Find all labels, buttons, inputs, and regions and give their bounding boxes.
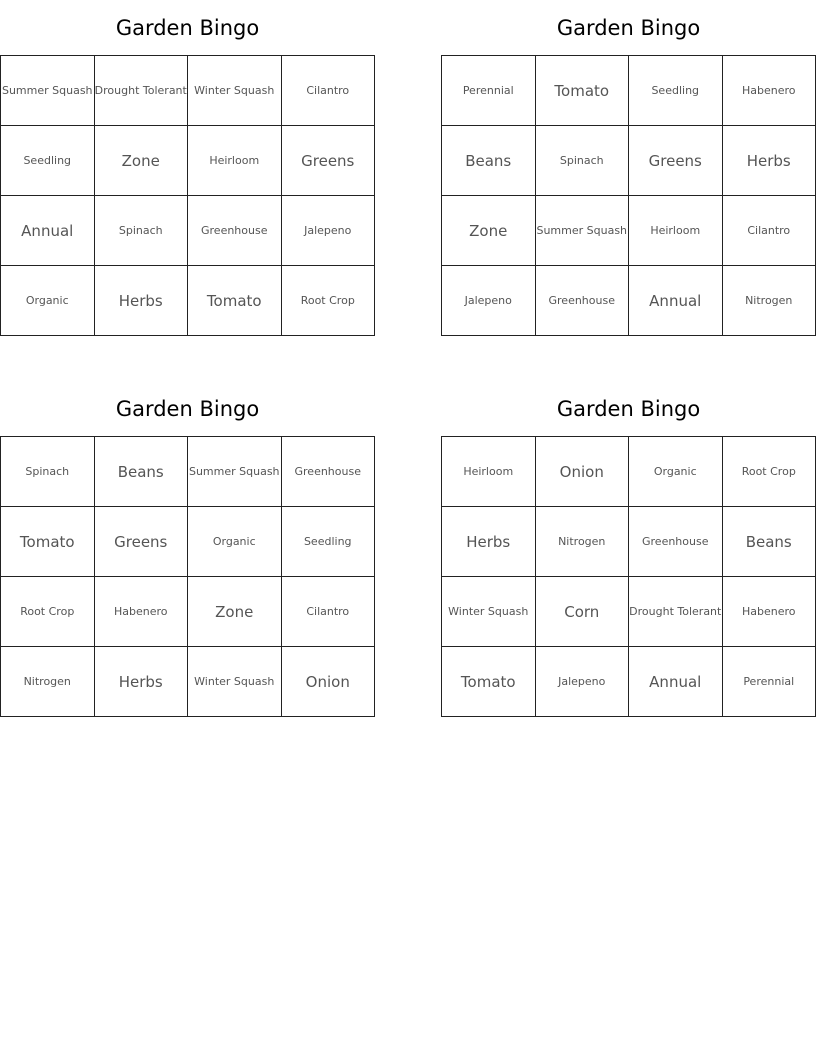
bingo-card-3 [0,381,375,717]
bingo-cell: Greenhouse [188,196,282,266]
bingo-cell: Jalepeno [282,196,376,266]
bingo-cell: Onion [282,647,376,717]
bingo-cell: Jalepeno [442,266,536,336]
bingo-cell: Root Crop [282,266,376,336]
bingo-cell: Habenero [723,577,816,647]
bingo-cell: Greenhouse [536,266,630,336]
bingo-cell: Herbs [442,507,536,577]
bingo-cell: Root Crop [1,577,95,647]
bingo-cell: Tomato [1,507,95,577]
bingo-cell: Corn [536,577,630,647]
bingo-cell: Greens [282,126,376,196]
bingo-card-1 [0,0,375,336]
bingo-cell: Zone [95,126,189,196]
bingo-cell: Seedling [1,126,95,196]
bingo-cell: Summer Squash [1,56,95,126]
bingo-cell: Organic [629,437,723,507]
bingo-cell: Habenero [95,577,189,647]
bingo-grid [0,55,375,336]
bingo-cell: Annual [1,196,95,266]
bingo-cell: Cilantro [282,577,376,647]
bingo-cell: Zone [442,196,536,266]
bingo-cell: Heirloom [442,437,536,507]
bingo-cell: Nitrogen [1,647,95,717]
card-title: Garden Bingo [556,397,701,421]
bingo-cell: Greenhouse [629,507,723,577]
bingo-cell: Herbs [95,647,189,717]
bingo-cell: Root Crop [723,437,816,507]
bingo-cell: Heirloom [629,196,723,266]
bingo-cell: Winter Squash [188,56,282,126]
bingo-cell: Beans [442,126,536,196]
card-title: Garden Bingo [556,16,701,40]
bingo-cell: Tomato [536,56,630,126]
bingo-cell: Annual [629,266,723,336]
bingo-cell: Drought Tolerant [95,56,189,126]
bingo-cell: Cilantro [282,56,376,126]
bingo-cell: Tomato [188,266,282,336]
bingo-card-4 [441,381,816,717]
bingo-cell: Winter Squash [188,647,282,717]
bingo-cell: Spinach [95,196,189,266]
bingo-cell: Nitrogen [536,507,630,577]
bingo-cell: Spinach [1,437,95,507]
bingo-cell: Seedling [629,56,723,126]
bingo-cell: Organic [188,507,282,577]
bingo-cell: Onion [536,437,630,507]
bingo-cell: Heirloom [188,126,282,196]
card-title: Garden Bingo [115,16,260,40]
bingo-cell: Seedling [282,507,376,577]
bingo-card-2 [441,0,816,336]
bingo-cell: Herbs [723,126,816,196]
bingo-cell: Drought Tolerant [629,577,723,647]
bingo-cell: Summer Squash [188,437,282,507]
bingo-cell: Perennial [442,56,536,126]
bingo-grid [0,436,375,717]
bingo-cell: Herbs [95,266,189,336]
bingo-grid [441,436,816,717]
card-title: Garden Bingo [115,397,260,421]
bingo-cell: Jalepeno [536,647,630,717]
bingo-cell: Summer Squash [536,196,630,266]
bingo-cell: Spinach [536,126,630,196]
bingo-cell: Organic [1,266,95,336]
bingo-cell: Habenero [723,56,816,126]
bingo-cell: Annual [629,647,723,717]
bingo-cell: Greenhouse [282,437,376,507]
bingo-cell: Greens [629,126,723,196]
bingo-cell: Beans [95,437,189,507]
bingo-cell: Zone [188,577,282,647]
bingo-cell: Perennial [723,647,816,717]
bingo-grid [441,55,816,336]
bingo-cell: Tomato [442,647,536,717]
bingo-cell: Winter Squash [442,577,536,647]
bingo-cell: Greens [95,507,189,577]
bingo-cell: Cilantro [723,196,816,266]
bingo-cell: Beans [723,507,816,577]
bingo-cell: Nitrogen [723,266,816,336]
